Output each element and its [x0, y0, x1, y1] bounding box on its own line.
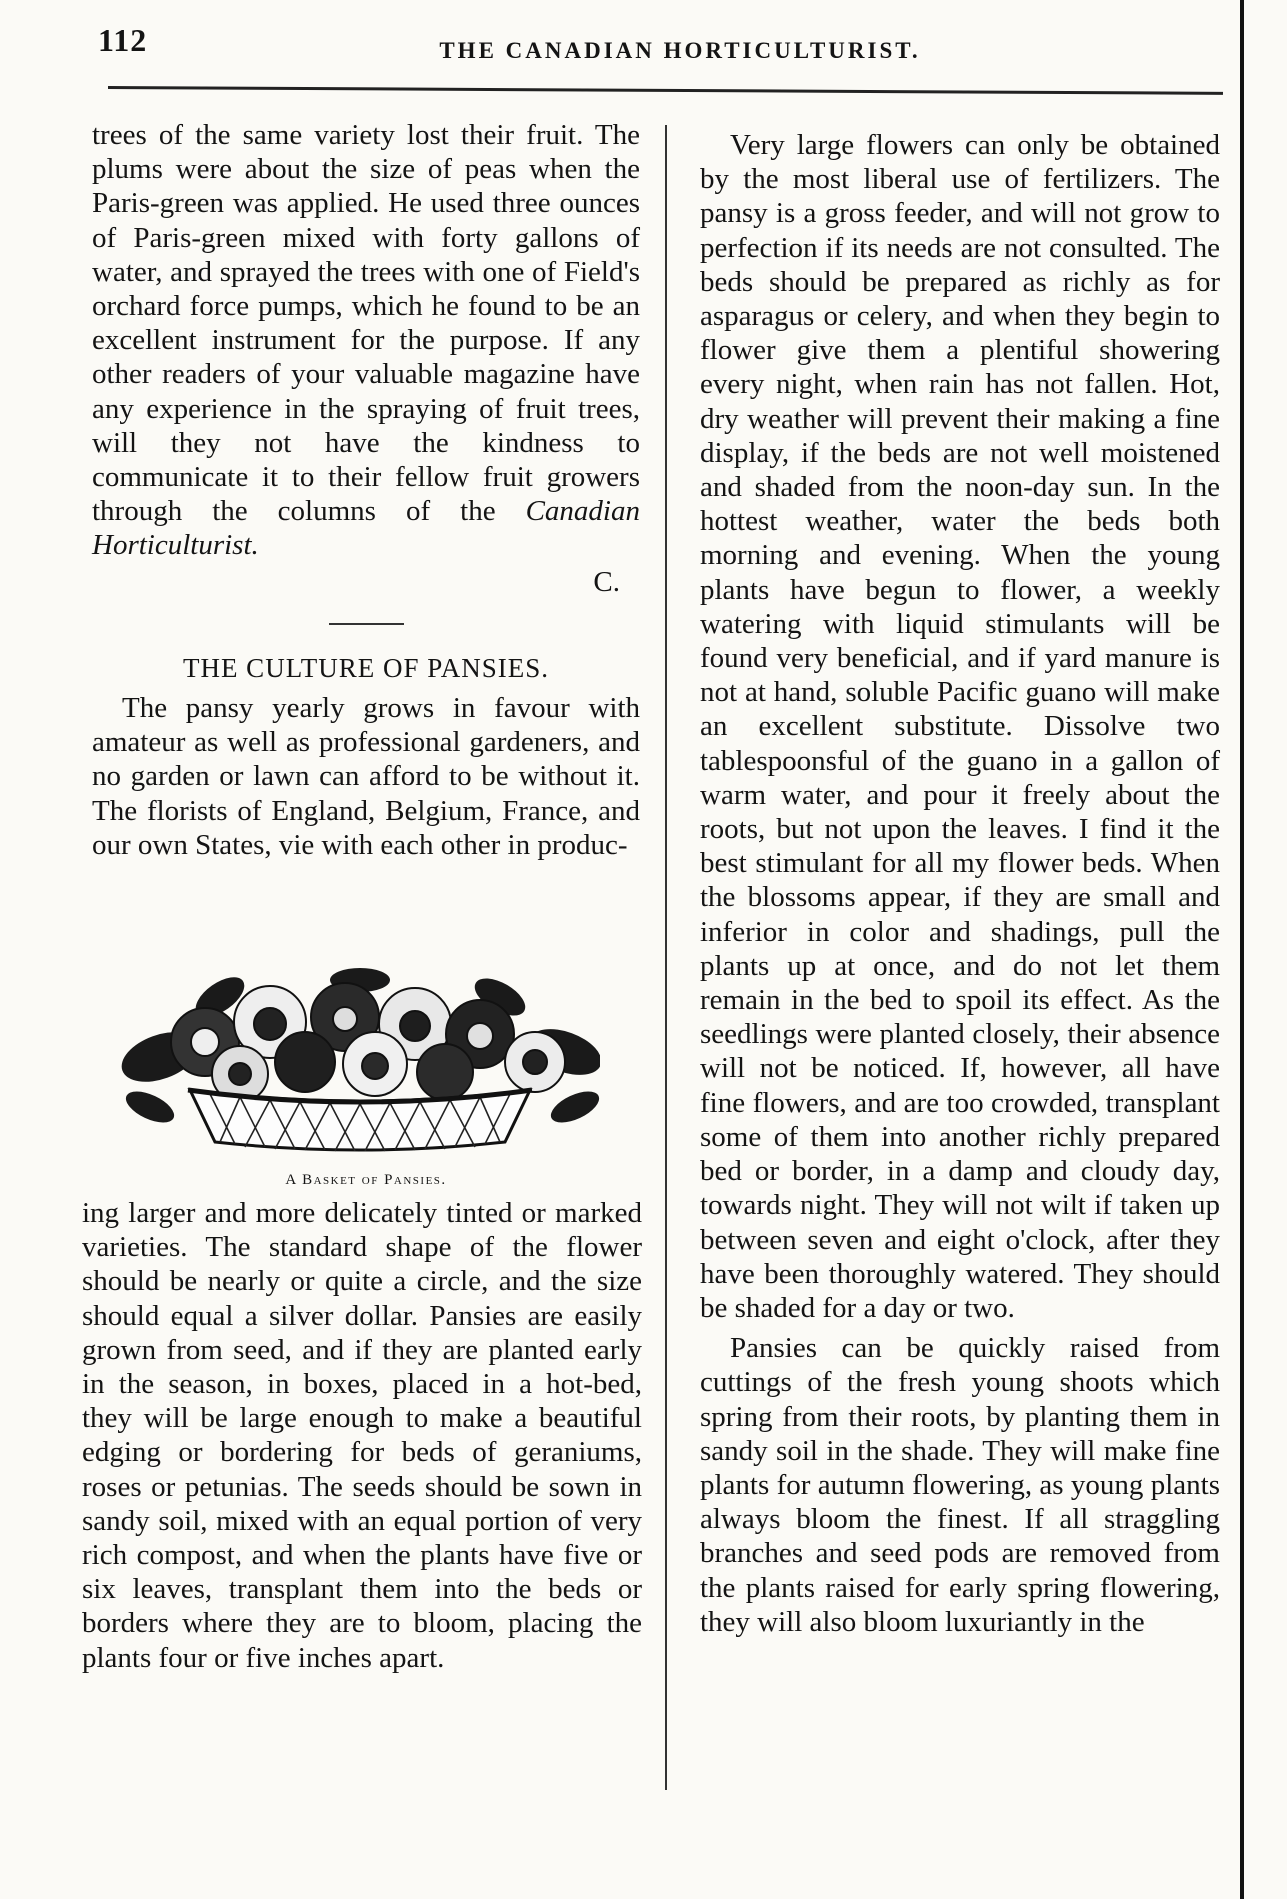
fertilizer-paragraph: Very large flowers can only be obtained by the most liberal use of fertilizers. The pansy is a gross feeder, and will not grow to perfection if its needs are not consulted. The beds should be prepared as richly as for asparagus or celery, and when they begin to flower give them a plentiful showering every night, when rain has not fallen. Hot, dry weather will prevent their making a fine display, if the beds are not well moistened and shaded from the noon-day sun. In the hottest weather, water the beds both morning and evening. When the young plants have begun to flower, a weekly watering with liquid stimulants will be found very beneficial, and if yard manure is not at hand, soluble Pacific guano will make an excellent substitute. Dissolve two tablespoonsful of the guano in a gallon of warm water, and pour it freely about the roots, but not upon the leaves. I find it the best stimulant for all my flower beds. When the blossoms appear, if they are small and inferior in color and shadings, pull the plants up at once, and do not let them remain in the bed to spoil its effect. As the seedlings were planted closely, their absence will not be noticed. If, however, all have fine flowers, and are too crowded, transplant some of them into another richly prepared bed or border, in a damp and cloudy day, towards night. They will not wilt if taken up between seven and eight o'clock, after they have been thoroughly watered. They should be shaded for a day or two.: [700, 129, 1220, 1324]
page-number: 112: [98, 22, 148, 58]
article-intro: The pansy yearly grows in favour with amateur as well as professional gardeners, and no garden or lawn can afford to be without it. The florists of England, Belgium, France, and our own States, vie with each other in produc-: [92, 692, 640, 861]
page-edge-rule: [1240, 0, 1244, 1899]
pansy-basket-illustration: [120, 962, 600, 1162]
magazine-title: Canadian Horticulturist.: [92, 495, 640, 562]
right-column: [700, 128, 1220, 1639]
section-divider: [329, 623, 404, 625]
letter-body: trees of the same variety lost their fruit. The plums were about the size of peas when the Paris-green was applied. He used three ounces of Paris-green mixed with forty gallons of water, and sprayed the trees with one of Field's orchard force pumps, which he found to be an excellent instrument for the purpose. If any other readers of your valuable magazine have any experience in the spraying of fruit trees, will they not have the kindness to communicate it to their fellow fruit growers through the columns of the: [92, 119, 640, 528]
left-column-bottom: [82, 1196, 642, 1675]
column-divider: [665, 125, 667, 1790]
running-head: THE CANADIAN HORTICULTURIST.: [439, 38, 921, 63]
pansy-basket-icon: [120, 962, 600, 1162]
left-column-top: [92, 118, 640, 862]
letter-paragraph: [92, 118, 640, 563]
article-title: THE CULTURE OF PANSIES.: [182, 652, 550, 683]
article-continued: ing larger and more delicately tinted or marked varieties. The standard shape of the flower should be nearly or quite a circle, and the size should equal a silver dollar. Pansies are easily grown from seed, and if they are planted early in the season, in boxes, placed in a hot-bed, they will be large enough to make a beautiful edging or bordering for beds of geraniums, roses or petunias. The seeds should be sown in sandy soil, mixed with an equal portion of very rich compost, and when the plants have five or six leaves, transplant them into the beds or borders where they are to bloom, placing the plants four or five inches apart.: [82, 1197, 642, 1674]
cuttings-paragraph: Pansies can be quickly raised from cuttings of the fresh young shoots which spring from their roots, by planting them in sandy soil in the shade. They will make fine plants for autumn flowering, as young plants always bloom the finest. If all straggling branches and seed pods are removed from the plants raised for early spring flowering, they will also bloom luxuriantly in the: [700, 1332, 1220, 1638]
letter-signature: C.: [593, 565, 620, 598]
header-rule: [108, 86, 1223, 95]
figure-caption: A Basket of Pansies.: [285, 1172, 447, 1188]
